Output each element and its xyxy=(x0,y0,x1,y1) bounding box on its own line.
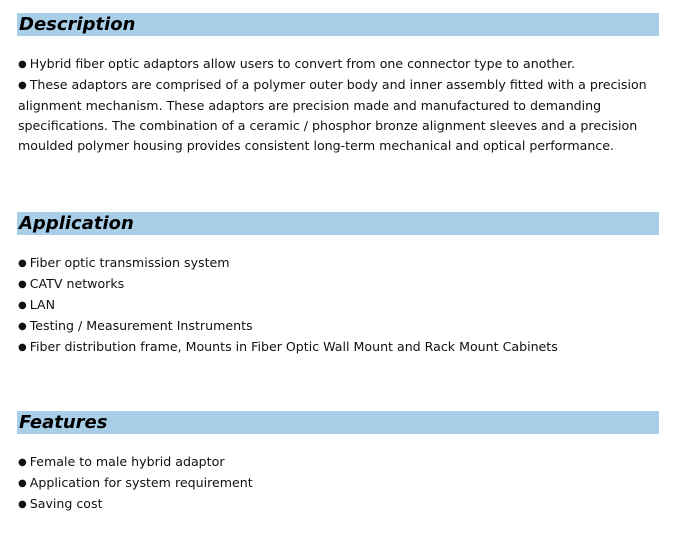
description-item xyxy=(18,54,659,75)
application-item-text: LAN xyxy=(29,297,56,312)
description-item xyxy=(18,75,659,156)
features-item xyxy=(18,494,659,515)
description-section xyxy=(17,13,659,156)
description-item-text: Hybrid fiber optic adaptors allow users to convert from one connector type to another. xyxy=(29,56,576,71)
application-title: Application xyxy=(19,213,134,234)
application-item-text: CATV networks xyxy=(29,276,125,291)
features-section xyxy=(17,411,659,515)
features-header xyxy=(17,411,659,434)
bullet-icon: ● xyxy=(18,59,27,70)
description-item-text: These adaptors are comprised of a polymer outer body and inner assembly fitted with a precision alignment mechanism. These adaptors are precision made and manufactured to demanding specifications. The combination of a ceramic / phosphor bronze alignment sleeves and a precision moulded polymer housing provides consistent long-term mechanical and optical performance. xyxy=(18,77,647,153)
application-item-text: Testing / Measurement Instruments xyxy=(29,318,253,333)
features-body xyxy=(17,452,659,515)
features-item-text: Saving cost xyxy=(29,496,103,511)
bullet-icon: ● xyxy=(18,279,27,290)
features-item-text: Female to male hybrid adaptor xyxy=(29,454,225,469)
description-header xyxy=(17,13,659,36)
application-item xyxy=(18,274,659,295)
features-title: Features xyxy=(19,412,108,433)
features-item xyxy=(18,473,659,494)
bullet-icon: ● xyxy=(18,342,27,353)
bullet-icon: ● xyxy=(18,457,27,468)
application-item xyxy=(18,316,659,337)
application-item xyxy=(18,295,659,316)
bullet-icon: ● xyxy=(18,499,27,510)
bullet-icon: ● xyxy=(18,321,27,332)
application-header xyxy=(17,212,659,235)
application-item xyxy=(18,337,659,358)
description-title: Description xyxy=(19,14,136,35)
application-body xyxy=(17,253,659,358)
application-item xyxy=(18,253,659,274)
features-item-text: Application for system requirement xyxy=(29,475,253,490)
application-item-text: Fiber distribution frame, Mounts in Fiber Optic Wall Mount and Rack Mount Cabinets xyxy=(29,339,558,354)
application-section xyxy=(17,212,659,358)
bullet-icon: ● xyxy=(18,478,27,489)
features-item xyxy=(18,452,659,473)
application-item-text: Fiber optic transmission system xyxy=(29,255,230,270)
bullet-icon: ● xyxy=(18,258,27,269)
bullet-icon: ● xyxy=(18,80,27,91)
bullet-icon: ● xyxy=(18,300,27,311)
description-body xyxy=(17,54,659,156)
